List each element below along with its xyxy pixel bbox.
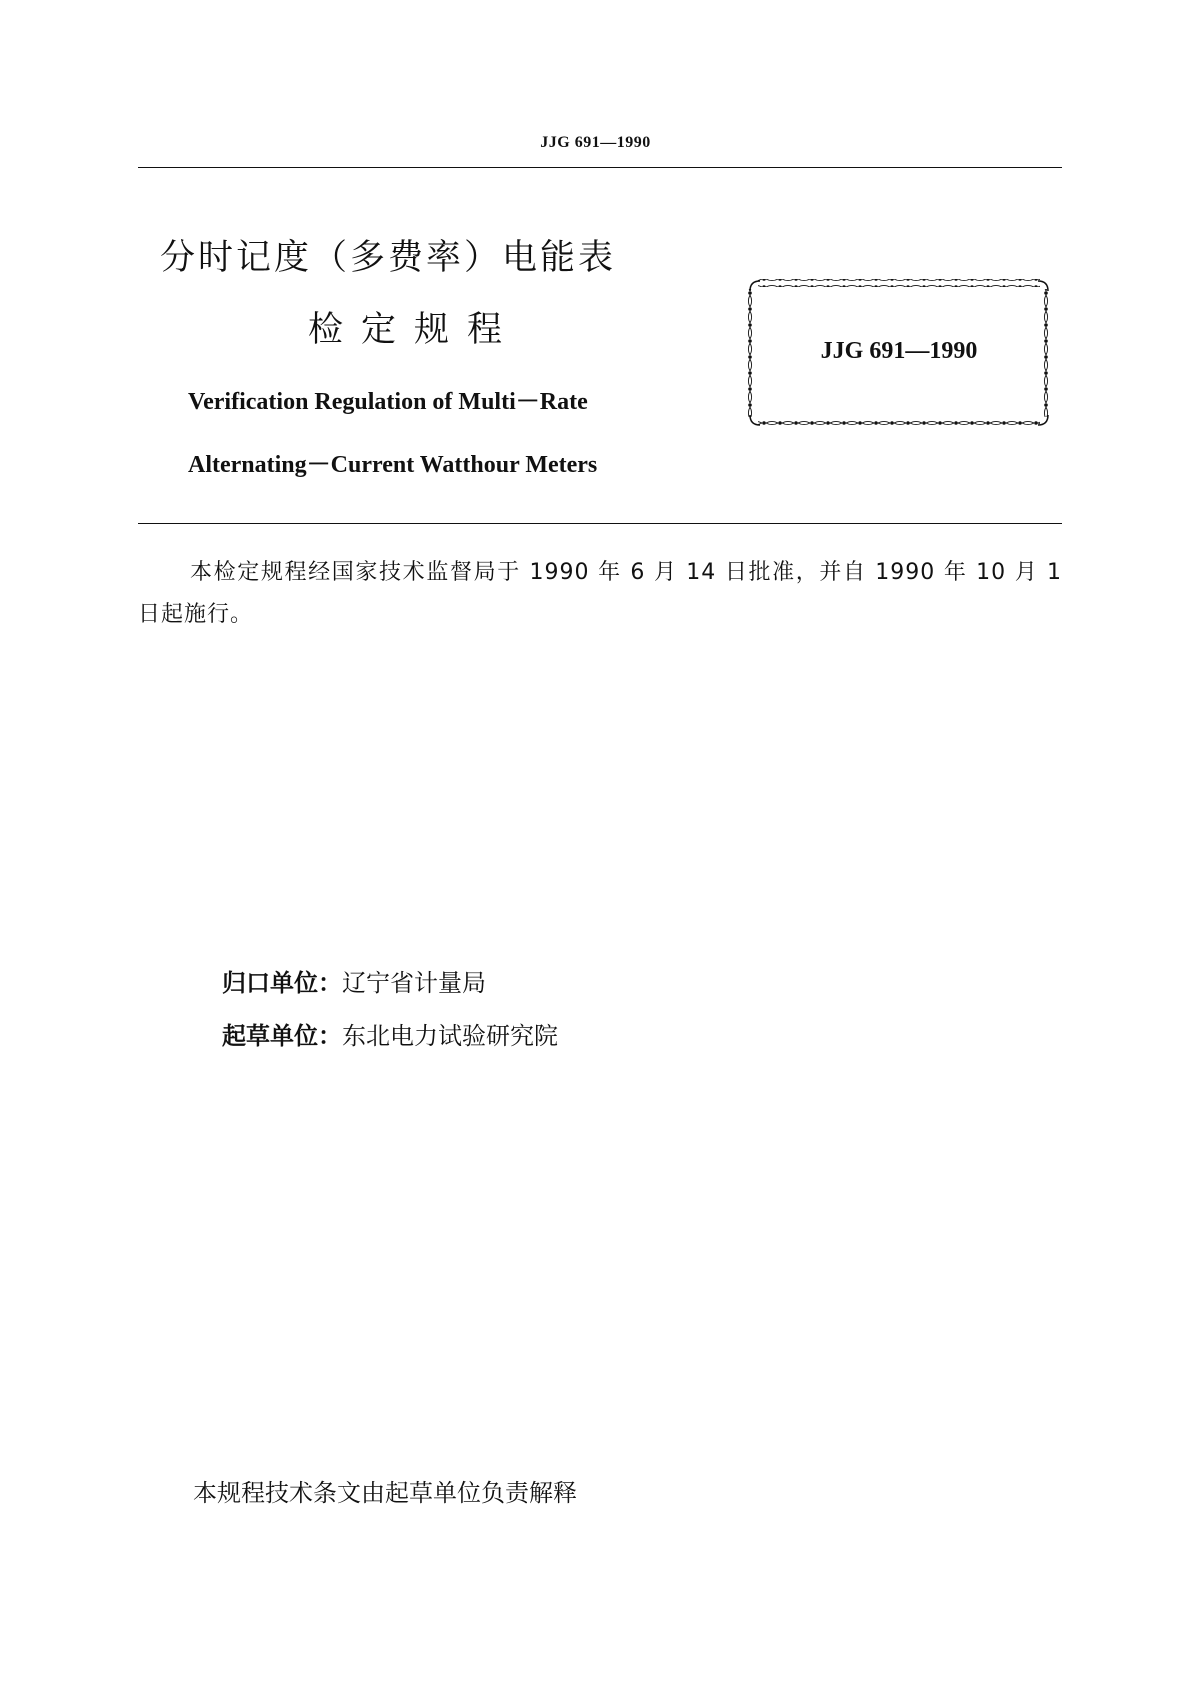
drafting-unit-value: 东北电力试验研究院	[342, 1022, 558, 1050]
responsible-unit-value: 辽宁省计量局	[342, 969, 486, 997]
title-chinese-line-1: 分时记度（多费率）电能表	[160, 238, 617, 278]
standard-code-box	[746, 275, 1052, 431]
responsible-unit-row	[222, 963, 486, 998]
drafting-unit-label: 起草单位：	[222, 1022, 342, 1050]
approval-statement: 本检定规程经国家技术监督局于 1990 年 6 月 14 日批准，并自 1990 年 10 月 1 日起施行。	[138, 560, 1062, 627]
interpretation-note: 本规程技术条文由起草单位负责解释	[193, 1479, 577, 1507]
running-header-code: JJG 691—1990	[540, 134, 651, 151]
title-english-line-1: Verification Regulation of Multi－Rate	[188, 389, 588, 415]
section-rule	[138, 523, 1062, 524]
responsible-unit-label: 归口单位：	[222, 969, 342, 997]
drafting-unit-row	[222, 1016, 558, 1051]
title-chinese-line-2: 检定规程	[308, 310, 521, 350]
standard-code: JJG 691—1990	[820, 338, 978, 364]
title-english-line-2: Alternating－Current Watthour Meters	[188, 452, 598, 478]
header-rule	[138, 167, 1062, 168]
